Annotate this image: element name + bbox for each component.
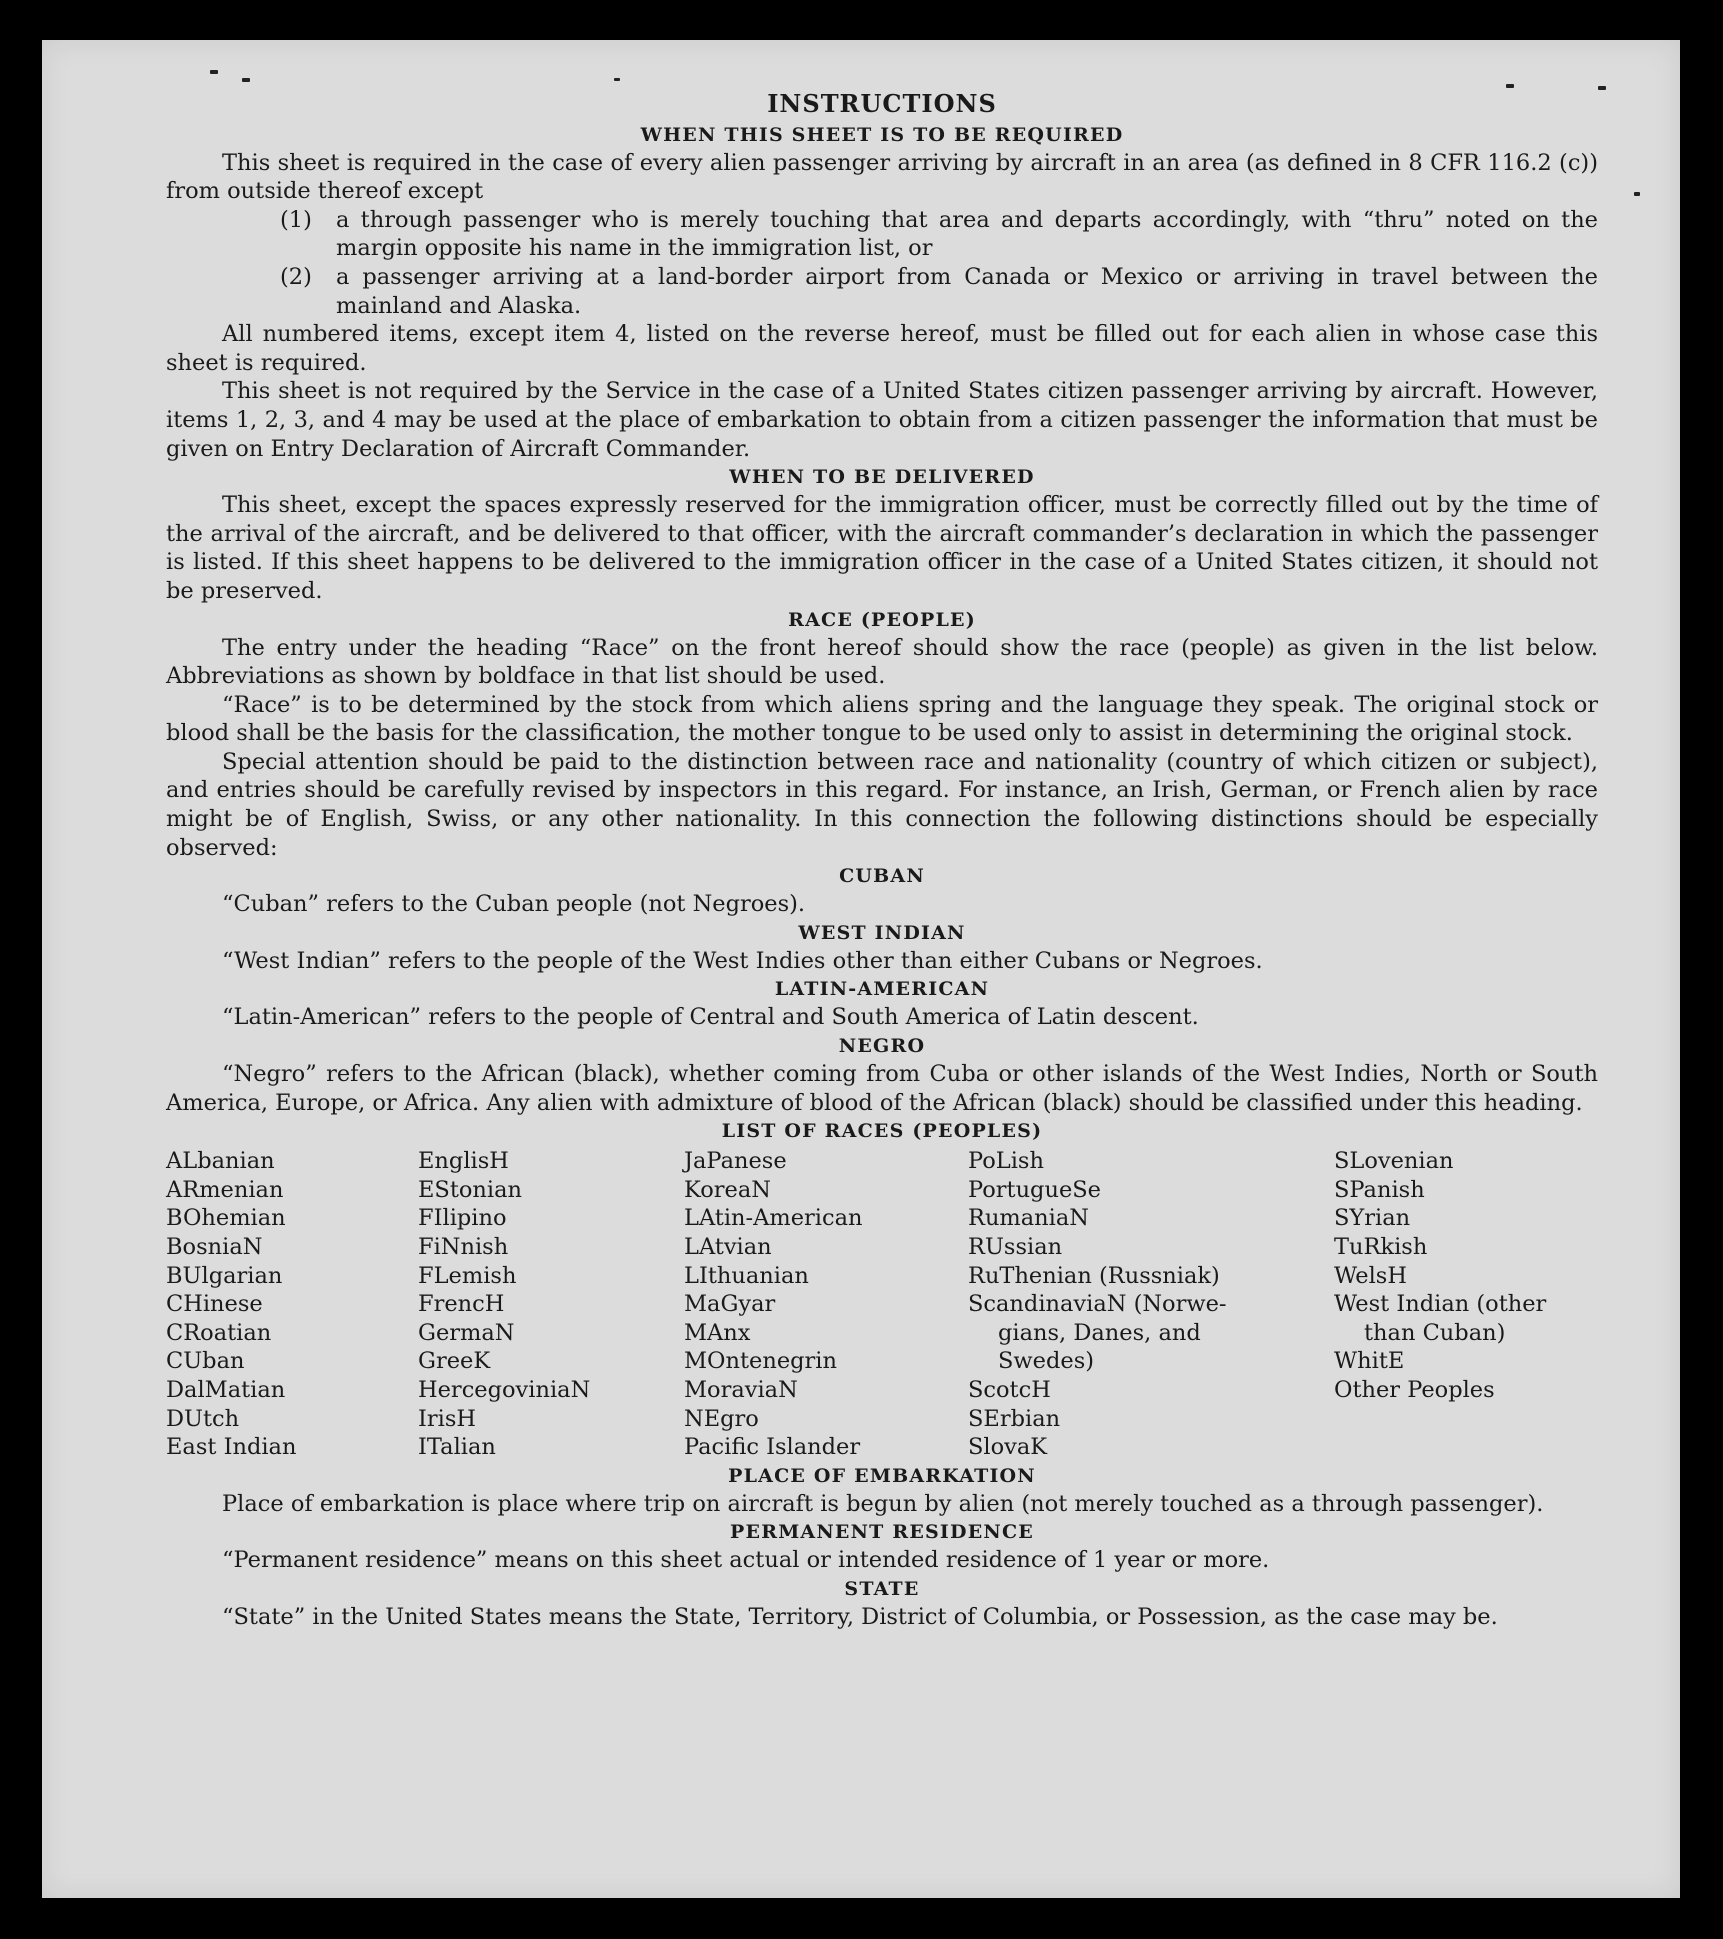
heading-embarkation: PLACE OF EMBARKATION	[728, 1464, 1036, 1487]
residence-paragraph: “Permanent residence” means on this sheet actual or intended residence of 1 year or more.	[222, 1547, 1270, 1574]
race-item: RuThenian (Russniak)	[968, 1262, 1220, 1289]
race-item: CHinese	[166, 1291, 263, 1318]
heading-negro: NEGRO	[838, 1035, 926, 1058]
race-paragraph: Special attention should be paid to the distinction between race and nationality (country of which citizen or subject), and entries should be carefully revised by inspectors in this regard. For instance, an Irish, German, or French alien by race might be of English, Swiss, or any other nationality. In this connection the following distinctions should be especially observed:	[166, 748, 1598, 861]
scan-speck	[210, 70, 218, 74]
race-item-scandinavian: ScandinaviaN (Norwe-	[968, 1291, 1227, 1318]
race-item: East Indian	[166, 1434, 297, 1461]
exception-text: a through passenger who is merely touching that area and departs accordingly, with “thru” noted on the margin opposite his name in the immigration list, or	[336, 206, 1598, 262]
race-item: PortugueSe	[968, 1176, 1102, 1203]
race-item: IrisH	[418, 1405, 477, 1432]
race-item: MaGyar	[684, 1291, 776, 1318]
page-title: INSTRUCTIONS	[767, 89, 997, 118]
race-item: MOntenegrin	[684, 1348, 837, 1375]
race-item: ARmenian	[166, 1176, 284, 1203]
race-item: MoraviaN	[684, 1376, 798, 1403]
scan-speck	[1506, 84, 1514, 88]
heading-residence: PERMANENT RESIDENCE	[730, 1521, 1034, 1544]
race-item: TuRkish	[1334, 1234, 1428, 1260]
heading-list-of-races: LIST OF RACES (PEOPLES)	[721, 1120, 1043, 1143]
race-item: EStonian	[418, 1176, 523, 1203]
race-item: LAtvian	[684, 1234, 772, 1260]
races-column-1	[166, 1147, 418, 1462]
race-item: SLovenian	[1334, 1148, 1454, 1175]
race-item: CRoatian	[166, 1319, 272, 1346]
race-paragraph: The entry under the heading “Race” on the front hereof should show the race (people) as given in the list below. Abbreviations as shown by boldface in that list should be used.	[166, 634, 1598, 690]
race-item: DalMatian	[166, 1376, 286, 1403]
state-paragraph: “State” in the United States means the State, Territory, District of Columbia, or Possession, as the case may be.	[222, 1603, 1498, 1630]
race-item: LAtin-American	[684, 1205, 863, 1232]
heading-latin-american: LATIN-AMERICAN	[774, 978, 990, 1001]
exception-number: (2)	[280, 263, 312, 290]
required-paragraph: This sheet is not required by the Service in the case of a United States citizen passenger arriving by aircraft. However, items 1, 2, 3, and 4 may be used at the place of embarkation to obtain from a citizen passenger the information that must be given on Entry Declaration of Aircraft Commander.	[166, 378, 1598, 462]
race-item: FIlipino	[418, 1205, 507, 1232]
race-item: MAnx	[684, 1319, 751, 1346]
races-list	[166, 1147, 1598, 1462]
heading-state: STATE	[844, 1577, 920, 1600]
race-item: PoLish	[968, 1148, 1044, 1175]
races-column-2	[418, 1147, 684, 1462]
races-column-4	[968, 1147, 1334, 1462]
race-item: JaPanese	[684, 1148, 787, 1175]
race-item: LIthuanian	[684, 1262, 809, 1289]
race-item: FLemish	[418, 1262, 517, 1289]
heading-delivered: WHEN TO BE DELIVERED	[729, 466, 1035, 489]
embarkation-paragraph: Place of embarkation is place where trip on aircraft is begun by alien (not merely touched as a through passenger).	[222, 1490, 1544, 1517]
race-item: RUssian	[968, 1234, 1063, 1260]
delivered-paragraph: This sheet, except the spaces expressly reserved for the immigration officer, must be correctly filled out by the time of the arrival of the aircraft, and be delivered to that officer, with the aircraft commander’s declaration in which the passenger is listed. If this sheet happens to be delivered to the immigration officer in the case of a United States citizen, it should not be preserved.	[166, 492, 1598, 604]
exception-2	[166, 263, 1598, 320]
scan-speck	[1634, 192, 1640, 196]
race-item: BOhemian	[166, 1205, 286, 1232]
race-item: BosniaN	[166, 1234, 263, 1260]
scan-speck	[1598, 86, 1606, 90]
race-item: RumaniaN	[968, 1205, 1089, 1232]
races-column-3	[684, 1147, 968, 1462]
heading-west-indian: WEST INDIAN	[798, 921, 966, 944]
race-item-continuation: Swedes)	[998, 1348, 1095, 1375]
race-item: CUban	[166, 1348, 245, 1375]
scan-speck	[242, 78, 250, 82]
scan-speck	[614, 78, 620, 81]
race-item: FrencH	[418, 1291, 505, 1318]
exception-number: (1)	[280, 206, 312, 233]
race-item: WelsH	[1334, 1262, 1407, 1289]
race-item: BUlgarian	[166, 1262, 283, 1289]
race-item: ALbanian	[166, 1148, 275, 1175]
race-item: EnglisH	[418, 1148, 509, 1175]
west-indian-paragraph: “West Indian” refers to the people of the West Indies other than either Cubans or Negroes.	[222, 947, 1263, 974]
latin-american-paragraph: “Latin-American” refers to the people of Central and South America of Latin descent.	[222, 1004, 1199, 1031]
race-item: SlovaK	[968, 1434, 1048, 1461]
race-item-continuation: gians, Danes, and	[998, 1319, 1201, 1346]
race-item: GermaN	[418, 1319, 515, 1346]
race-item: WhitE	[1334, 1348, 1405, 1375]
heading-required: WHEN THIS SHEET IS TO BE REQUIRED	[640, 123, 1124, 146]
race-item: Other Peoples	[1334, 1376, 1495, 1403]
race-item: ScotcH	[968, 1376, 1051, 1403]
race-item: SErbian	[968, 1405, 1061, 1432]
required-paragraph: All numbered items, except item 4, listed on the reverse hereof, must be filled out for each alien in whose case this sheet is required.	[166, 321, 1598, 376]
instructions-text	[166, 90, 1598, 1632]
races-column-5	[1334, 1147, 1598, 1462]
race-item: DUtch	[166, 1405, 240, 1432]
exception-text: a passenger arriving at a land-border airport from Canada or Mexico or arriving in travel between the mainland and Alaska.	[336, 263, 1598, 319]
race-item: NEgro	[684, 1405, 759, 1432]
race-paragraph: “Race” is to be determined by the stock from which aliens spring and the language they speak. The original stock or blood shall be the basis for the classification, the mother tongue to be used only to assist in determining the original stock.	[166, 691, 1598, 747]
race-item: HercegoviniaN	[418, 1376, 591, 1403]
race-item: KoreaN	[684, 1176, 771, 1203]
race-item: GreeK	[418, 1348, 491, 1375]
race-item-west-indian: West Indian (other	[1334, 1291, 1547, 1318]
heading-race: RACE (PEOPLE)	[788, 608, 976, 631]
heading-cuban: CUBAN	[839, 865, 925, 888]
race-item: FiNnish	[418, 1234, 509, 1260]
race-item: SPanish	[1334, 1176, 1425, 1203]
race-item-continuation: than Cuban)	[1364, 1319, 1506, 1346]
exception-1	[166, 206, 1598, 263]
negro-paragraph: “Negro” refers to the African (black), whether coming from Cuba or other islands of the West Indies, North or South America, Europe, or Africa. Any alien with admixture of blood of the African (black) should be classified under this heading.	[166, 1061, 1598, 1116]
race-item: Pacific Islander	[684, 1434, 861, 1461]
cuban-paragraph: “Cuban” refers to the Cuban people (not Negroes).	[222, 891, 806, 918]
race-item: SYrian	[1334, 1205, 1411, 1232]
race-item: ITalian	[418, 1434, 496, 1461]
required-intro: This sheet is required in the case of every alien passenger arriving by aircraft in an area (as defined in 8 CFR 116.2 (c)) from outside thereof except	[166, 149, 1598, 205]
